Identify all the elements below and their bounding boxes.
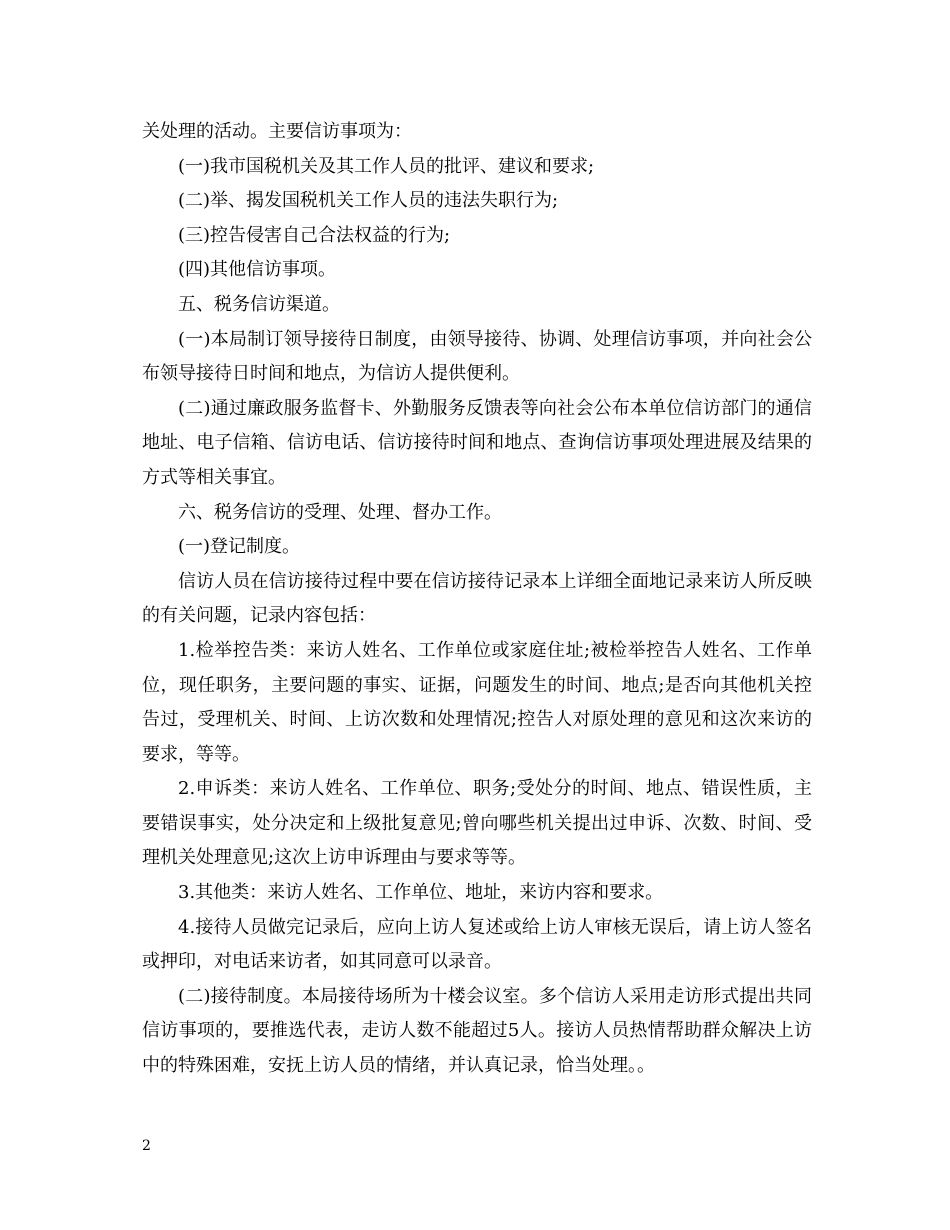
paragraph-appeal-type: 2.申诉类：来访人姓名、工作单位、职务;受处分的时间、地点、错误性质，主要错误事实，处分决定和上级批复意见;曾向哪些机关提出过申诉、次数、时间、受理机关处理意见;这次上访申诉理由与要求等等。 (142, 778, 812, 869)
paragraph-item-4: (四)其他信访事项。 (178, 259, 337, 281)
paragraph-report-type: 1.检举控告类：来访人姓名、工作单位或家庭住址;被检举控告人姓名、工作单位，现任职务，主要问题的事实、证据，问题发生的时间、地点;是否向其他机关控告过，受理机关、时间、上访次数和处理情况;控告人对原处理的意见和这次来访的要求，等等。 (142, 639, 812, 765)
paragraph-reception: (二)接待制度。本局接待场所为十楼会议室。多个信访人采用走访形式提出共同信访事项的，要推选代表，走访人数不能超过5人。接访人员热情帮助群众解决上访中的特殊困难，安抚上访人员的情绪，并认真记录，恰当处理。。 (142, 985, 812, 1077)
document-body (142, 115, 812, 1084)
paragraph-registration: 信访人员在信访接待过程中要在信访接待记录本上详细全面地记录来访人所反映的有关问题，记录内容包括： (142, 570, 812, 627)
paragraph-item-2: (二)举、揭发国税机关工作人员的违法失职行为; (178, 190, 559, 212)
section-heading-6: 六、税务信访的受理、处理、督办工作。 (178, 501, 502, 523)
paragraph-other-type: 3.其他类：来访人姓名、工作单位、地址，来访内容和要求。 (178, 882, 664, 904)
paragraph-record-review: 4.接待人员做完记录后，应向上访人复述或给上访人审核无误后，请上访人签名或押印，对电话来访者，如其同意可以录音。 (142, 916, 812, 973)
paragraph-channel-1: (一)本局制订领导接待日制度，由领导接待、协调、处理信访事项，并向社会公布领导接待日时间和地点，为信访人提供便利。 (142, 328, 812, 385)
page-number: 2 (142, 1138, 151, 1154)
paragraph-item-3: (三)控告侵害自己合法权益的行为; (178, 224, 451, 246)
paragraph-item-1: (一)我市国税机关及其工作人员的批评、建议和要求; (178, 155, 595, 177)
subheading-registration: (一)登记制度。 (178, 536, 301, 558)
paragraph-channel-2: (二)通过廉政服务监督卡、外勤服务反馈表等向社会公布本单位信访部门的通信地址、电子信箱、信访电话、信访接待时间和地点、查询信访事项处理进展及结果的方式等相关事宜。 (142, 397, 812, 488)
paragraph-intro: 关处理的活动。主要信访事项为： (142, 121, 412, 142)
section-heading-5: 五、税务信访渠道。 (178, 293, 340, 315)
